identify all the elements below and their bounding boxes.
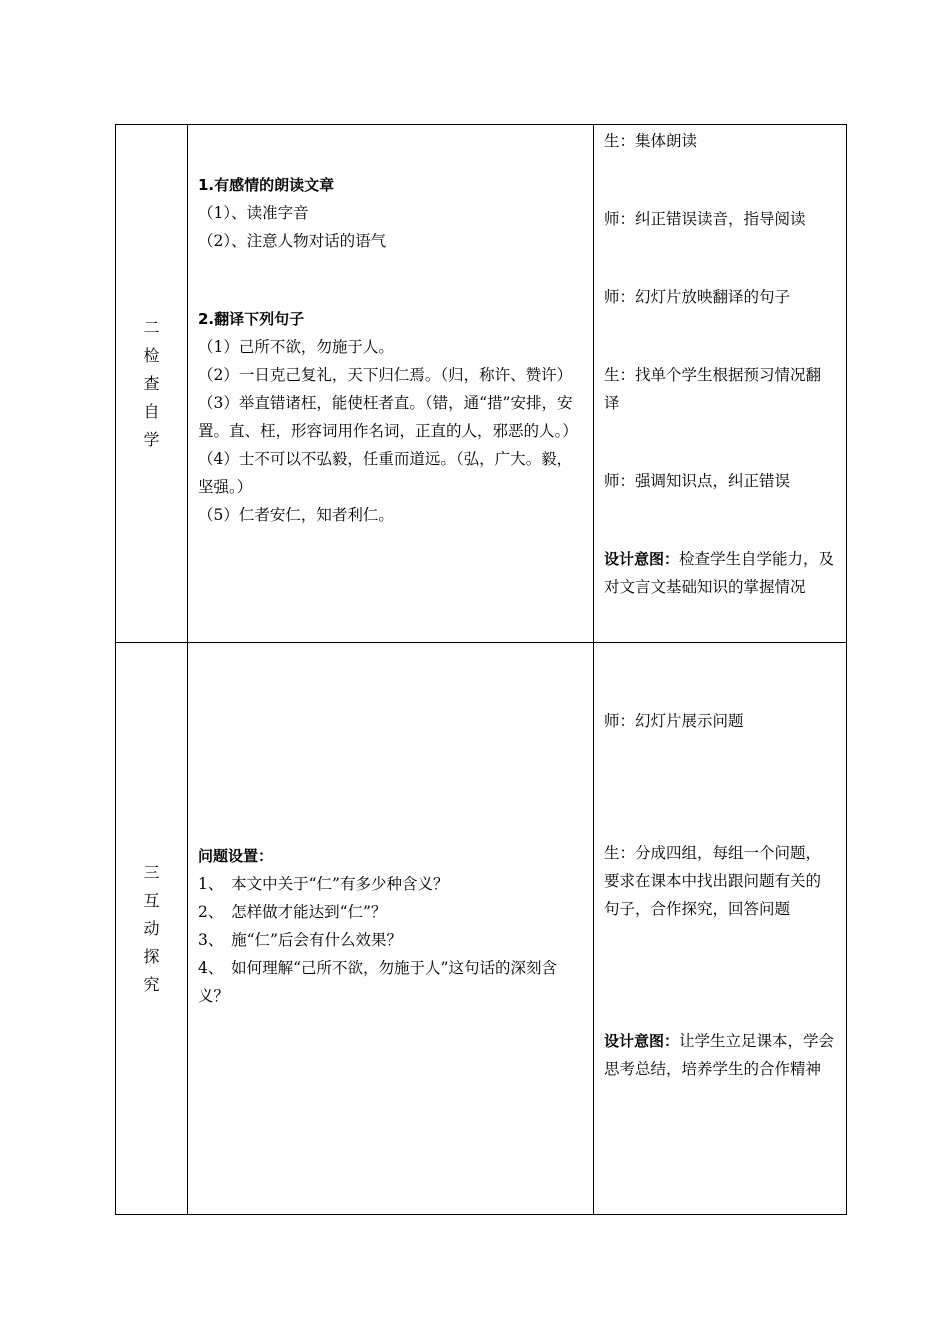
translate-heading: 2.翻译下列句子 [198,310,305,328]
question-item: 2、 怎样做才能达到“仁”？ [198,902,387,921]
teacher-student-note: 师：强调知识点，纠正错误 [604,472,791,490]
design-intent [604,1027,836,1083]
translate-item: （2）一日克己复礼，天下归仁焉。（归，称许、赞许） [198,366,573,384]
stage-cell-two [116,125,188,643]
content-cell-three [188,643,594,1215]
content-cell-two [188,125,594,643]
teacher-student-note: 生：找单个学生根据预习情况翻译 [604,366,822,412]
design-intent-label: 设计意图： [604,1032,680,1050]
design-intent-text: 让学生立足课本，学会思考总结，培养学生的合作精神 [604,1032,835,1078]
section-three-row [116,643,847,1215]
question-item: 3、 施“仁”后会有什么效果？ [198,930,402,949]
section-two-row [116,125,847,643]
notes-cell-three [594,643,847,1215]
translate-item: （4）士不可以不弘毅，任重而道远。（弘，广大。毅，坚强。） [198,450,573,496]
design-intent-label: 设计意图： [604,550,680,568]
lesson-plan-table [115,124,847,1215]
question-item: 1、 本文中关于“仁”有多少种含义？ [198,874,449,893]
stage-label-two: 二 检 查 自 学 [143,317,160,449]
design-intent-text: 检查学生自学能力，及对文言文基础知识的掌握情况 [604,550,835,596]
teacher-student-note: 师：幻灯片放映翻译的句子 [604,288,791,306]
design-intent [604,545,836,601]
reading-heading: 1.有感情的朗读文章 [198,176,335,194]
reading-item: （1）、读准字音 [198,204,309,222]
translate-item: （3）举直错诸枉，能使枉者直。（错，通“措”安排，安置。直、枉，形容词用作名词，正直的人，邪恶的人。） [198,394,578,440]
question-item: 4、 如何理解“己所不欲，勿施于人”这句话的深刻含义？ [198,958,557,1005]
question-heading: 问题设置： [198,846,274,865]
reading-item: （2）、注意人物对话的语气 [198,232,387,250]
translate-item: （5）仁者安仁，知者利仁。 [198,506,394,524]
translate-item: （1）己所不欲，勿施于人。 [198,338,394,356]
teacher-student-note: 师：纠正错误读音，指导阅读 [604,210,806,228]
stage-cell-three [116,643,188,1215]
teacher-student-note: 生：分成四组，每组一个问题，要求在课本中找出跟问题有关的句子，合作探究，回答问题 [604,844,822,918]
teacher-student-note: 师：幻灯片展示问题 [604,712,744,730]
stage-label-three: 三 互 动 探 究 [143,862,160,994]
teacher-student-note: 生：集体朗读 [604,132,698,150]
notes-cell-two [594,125,847,643]
